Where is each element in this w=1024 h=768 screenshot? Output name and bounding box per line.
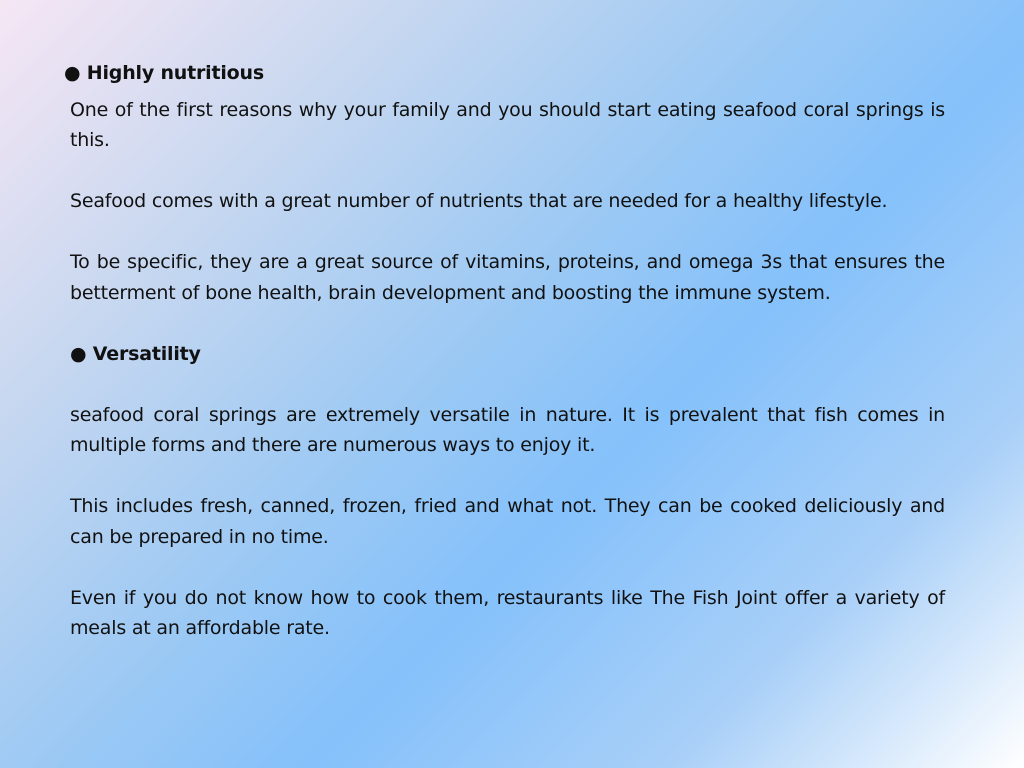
heading-highly-nutritious: ● Highly nutritious xyxy=(64,62,264,84)
paragraph: This includes fresh, canned, frozen, fried and what not. They can be cooked deliciously and can be prepared in no time. xyxy=(70,495,945,548)
heading-versatility: ● Versatility xyxy=(70,342,201,365)
paragraph: Seafood comes with a great number of nutrients that are needed for a healthy lifestyle. xyxy=(70,190,888,212)
spacer xyxy=(70,308,945,339)
spacer xyxy=(70,369,945,400)
paragraph: Even if you do not know how to cook them, restaurants like The Fish Joint offer a variety of meals at an affordable rate. xyxy=(70,586,945,639)
spacer xyxy=(70,217,945,248)
paragraph: seafood coral springs are extremely versatile in nature. It is prevalent that fish comes in multiple forms and there are numerous ways to enjoy it. xyxy=(70,403,945,456)
spacer xyxy=(70,461,945,492)
spacer xyxy=(70,156,945,187)
spacer xyxy=(70,552,945,583)
paragraph: To be specific, they are a great source of vitamins, proteins, and omega 3s that ensures the betterment of bone health, brain development and boosting the immune system. xyxy=(70,251,945,304)
slide-content xyxy=(64,58,945,644)
paragraph: One of the first reasons why your family and you should start eating seafood coral springs is this. xyxy=(70,98,945,151)
